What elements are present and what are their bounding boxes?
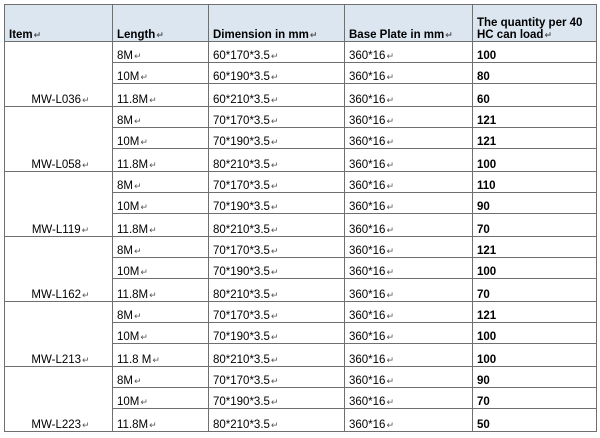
paragraph-mark-icon: ↵ — [270, 290, 279, 300]
length-value: 8M — [117, 375, 133, 387]
paragraph-mark-icon: ↵ — [445, 30, 453, 40]
quantity-cell — [473, 149, 597, 172]
quantity-cell — [473, 302, 597, 323]
paragraph-mark-icon: ↵ — [270, 397, 279, 407]
quantity-cell — [473, 388, 597, 409]
length-cell — [113, 367, 209, 388]
header-dimension — [209, 5, 345, 42]
item-cell — [5, 42, 113, 107]
paragraph-mark-icon: ↵ — [386, 332, 395, 342]
paragraph-mark-icon: ↵ — [386, 267, 395, 277]
quantity-cell — [473, 214, 597, 237]
item-code: MW-L162 — [31, 289, 82, 301]
base-plate-cell — [345, 172, 473, 193]
dimension-cell — [209, 258, 345, 279]
base-plate-value: 360*16 — [349, 180, 386, 192]
spec-table-container — [4, 4, 596, 432]
paragraph-mark-icon: ↵ — [140, 397, 148, 407]
base-plate-cell — [345, 258, 473, 279]
quantity-value: 70 — [477, 224, 490, 236]
dimension-cell — [209, 172, 345, 193]
quantity-value: 100 — [477, 354, 497, 366]
length-cell — [113, 84, 209, 107]
length-cell — [113, 409, 209, 432]
quantity-value: 121 — [477, 245, 497, 257]
quantity-value: 90 — [477, 375, 490, 387]
header-base-plate-label: Base Plate in mm — [349, 29, 445, 41]
length-cell — [113, 172, 209, 193]
length-value: 11.8M — [117, 224, 149, 236]
paragraph-mark-icon: ↵ — [140, 332, 148, 342]
length-value: 10M — [117, 266, 140, 278]
paragraph-mark-icon: ↵ — [270, 332, 279, 342]
quantity-value: 121 — [477, 115, 497, 127]
dimension-cell — [209, 107, 345, 128]
base-plate-value: 360*16 — [349, 396, 386, 408]
quantity-value: 100 — [477, 50, 497, 62]
length-cell — [113, 149, 209, 172]
paragraph-mark-icon: ↵ — [270, 51, 279, 61]
quantity-cell — [473, 63, 597, 84]
quantity-cell — [473, 237, 597, 258]
paragraph-mark-icon: ↵ — [270, 116, 279, 126]
paragraph-mark-icon: ↵ — [140, 137, 148, 147]
length-value: 10M — [117, 71, 140, 83]
paragraph-mark-icon: ↵ — [270, 355, 279, 365]
paragraph-mark-icon: ↵ — [386, 181, 395, 191]
paragraph-mark-icon: ↵ — [270, 246, 279, 256]
paragraph-mark-icon: ↵ — [386, 160, 395, 170]
length-value: 11.8M — [117, 159, 149, 171]
base-plate-cell — [345, 107, 473, 128]
paragraph-mark-icon: ↵ — [33, 30, 42, 40]
dimension-value: 70*170*3.5 — [213, 115, 270, 127]
base-plate-cell — [345, 388, 473, 409]
paragraph-mark-icon: ↵ — [386, 72, 395, 82]
paragraph-mark-icon: ↵ — [386, 95, 395, 105]
paragraph-mark-icon: ↵ — [386, 311, 395, 321]
paragraph-mark-icon: ↵ — [386, 397, 395, 407]
length-cell — [113, 128, 209, 149]
dimension-cell — [209, 409, 345, 432]
dimension-value: 70*170*3.5 — [213, 375, 270, 387]
quantity-value: 70 — [477, 396, 490, 408]
paragraph-mark-icon: ↵ — [270, 137, 279, 147]
paragraph-mark-icon: ↵ — [386, 225, 395, 235]
dimension-value: 60*190*3.5 — [213, 71, 270, 83]
base-plate-value: 360*16 — [349, 159, 386, 171]
paragraph-mark-icon: ↵ — [270, 181, 279, 191]
table-row — [5, 237, 597, 258]
paragraph-mark-icon: ↵ — [386, 116, 395, 126]
paragraph-mark-icon: ↵ — [270, 95, 279, 105]
dimension-cell — [209, 214, 345, 237]
length-value: 11.8 M — [117, 354, 152, 366]
dimension-value: 60*170*3.5 — [213, 50, 270, 62]
dimension-cell — [209, 42, 345, 63]
length-value: 11.8M — [117, 289, 149, 301]
paragraph-mark-icon: ↵ — [386, 376, 395, 386]
dimension-value: 70*190*3.5 — [213, 331, 270, 343]
item-code: MW-L036 — [31, 94, 82, 106]
dimension-value: 80*210*3.5 — [213, 354, 270, 366]
base-plate-value: 360*16 — [349, 136, 386, 148]
length-cell — [113, 388, 209, 409]
length-value: 10M — [117, 396, 140, 408]
length-value: 11.8M — [117, 419, 149, 431]
paragraph-mark-icon: ↵ — [82, 355, 90, 365]
base-plate-cell — [345, 323, 473, 344]
header-base-plate — [345, 5, 473, 42]
quantity-value: 121 — [477, 136, 497, 148]
length-value: 10M — [117, 331, 140, 343]
quantity-value: 100 — [477, 331, 497, 343]
quantity-cell — [473, 409, 597, 432]
dimension-cell — [209, 63, 345, 84]
paragraph-mark-icon: ↵ — [270, 160, 279, 170]
paragraph-mark-icon: ↵ — [149, 420, 157, 430]
length-value: 10M — [117, 136, 140, 148]
quantity-cell — [473, 172, 597, 193]
length-value: 8M — [117, 180, 133, 192]
paragraph-mark-icon: ↵ — [270, 72, 279, 82]
base-plate-cell — [345, 344, 473, 367]
paragraph-mark-icon: ↵ — [544, 30, 553, 40]
length-cell — [113, 279, 209, 302]
item-cell — [5, 172, 113, 237]
quantity-cell — [473, 193, 597, 214]
paragraph-mark-icon: ↵ — [140, 72, 148, 82]
base-plate-cell — [345, 149, 473, 172]
table-row — [5, 107, 597, 128]
length-value: 10M — [117, 201, 140, 213]
paragraph-mark-icon: ↵ — [386, 246, 395, 256]
table-row — [5, 42, 597, 63]
dimension-value: 70*190*3.5 — [213, 266, 270, 278]
paragraph-mark-icon: ↵ — [133, 116, 142, 126]
length-cell — [113, 344, 209, 367]
paragraph-mark-icon: ↵ — [270, 225, 279, 235]
dimension-value: 70*190*3.5 — [213, 201, 270, 213]
base-plate-cell — [345, 193, 473, 214]
paragraph-mark-icon: ↵ — [81, 225, 90, 235]
table-body — [5, 42, 597, 432]
quantity-value: 121 — [477, 310, 497, 322]
paragraph-mark-icon: ↵ — [386, 137, 395, 147]
dimension-value: 70*170*3.5 — [213, 180, 270, 192]
item-code: MW-L119 — [31, 224, 81, 236]
dimension-value: 80*210*3.5 — [213, 419, 270, 431]
item-cell — [5, 107, 113, 172]
paragraph-mark-icon: ↵ — [133, 246, 142, 256]
dimension-value: 70*190*3.5 — [213, 136, 270, 148]
base-plate-value: 360*16 — [349, 245, 386, 257]
dimension-value: 80*210*3.5 — [213, 159, 270, 171]
dimension-cell — [209, 237, 345, 258]
base-plate-value: 360*16 — [349, 71, 386, 83]
paragraph-mark-icon: ↵ — [270, 202, 279, 212]
header-dimension-label: Dimension in mm — [213, 29, 309, 41]
paragraph-mark-icon: ↵ — [152, 355, 160, 365]
item-cell — [5, 302, 113, 367]
length-cell — [113, 63, 209, 84]
dimension-cell — [209, 128, 345, 149]
dimension-cell — [209, 344, 345, 367]
base-plate-cell — [345, 237, 473, 258]
product-spec-table — [4, 4, 597, 432]
paragraph-mark-icon: ↵ — [149, 95, 157, 105]
paragraph-mark-icon: ↵ — [386, 420, 395, 430]
length-cell — [113, 323, 209, 344]
base-plate-value: 360*16 — [349, 201, 386, 213]
quantity-cell — [473, 42, 597, 63]
base-plate-value: 360*16 — [349, 289, 386, 301]
length-cell — [113, 258, 209, 279]
dimension-cell — [209, 149, 345, 172]
dimension-value: 80*210*3.5 — [213, 224, 270, 236]
paragraph-mark-icon: ↵ — [149, 225, 157, 235]
header-quantity — [473, 5, 597, 42]
dimension-cell — [209, 279, 345, 302]
quantity-cell — [473, 84, 597, 107]
base-plate-value: 360*16 — [349, 310, 386, 322]
length-cell — [113, 302, 209, 323]
base-plate-value: 360*16 — [349, 50, 386, 62]
quantity-cell — [473, 258, 597, 279]
base-plate-cell — [345, 279, 473, 302]
quantity-value: 70 — [477, 289, 490, 301]
paragraph-mark-icon: ↵ — [386, 202, 395, 212]
header-length-label: Length — [117, 29, 156, 41]
base-plate-value: 360*16 — [349, 224, 386, 236]
quantity-value: 90 — [477, 201, 490, 213]
item-code: MW-L058 — [31, 159, 82, 171]
paragraph-mark-icon: ↵ — [149, 160, 157, 170]
dimension-cell — [209, 302, 345, 323]
base-plate-cell — [345, 367, 473, 388]
length-cell — [113, 193, 209, 214]
paragraph-mark-icon: ↵ — [386, 51, 395, 61]
base-plate-cell — [345, 63, 473, 84]
dimension-cell — [209, 84, 345, 107]
item-code: MW-L213 — [31, 354, 82, 366]
base-plate-cell — [345, 302, 473, 323]
base-plate-value: 360*16 — [349, 115, 386, 127]
base-plate-value: 360*16 — [349, 94, 386, 106]
item-cell — [5, 237, 113, 302]
quantity-value: 100 — [477, 159, 497, 171]
paragraph-mark-icon: ↵ — [140, 202, 148, 212]
table-row — [5, 172, 597, 193]
base-plate-cell — [345, 84, 473, 107]
length-cell — [113, 214, 209, 237]
dimension-value: 60*210*3.5 — [213, 94, 270, 106]
length-cell — [113, 107, 209, 128]
paragraph-mark-icon: ↵ — [149, 290, 157, 300]
base-plate-value: 360*16 — [349, 419, 386, 431]
header-length — [113, 5, 209, 42]
paragraph-mark-icon: ↵ — [270, 311, 279, 321]
paragraph-mark-icon: ↵ — [270, 267, 279, 277]
length-value: 8M — [117, 115, 133, 127]
base-plate-cell — [345, 42, 473, 63]
paragraph-mark-icon: ↵ — [82, 290, 90, 300]
quantity-value: 80 — [477, 71, 490, 83]
quantity-value: 60 — [477, 94, 490, 106]
dimension-cell — [209, 367, 345, 388]
dimension-cell — [209, 323, 345, 344]
quantity-cell — [473, 107, 597, 128]
quantity-cell — [473, 323, 597, 344]
item-code: MW-L223 — [31, 419, 82, 431]
length-value: 8M — [117, 310, 133, 322]
quantity-cell — [473, 367, 597, 388]
header-row — [5, 5, 597, 42]
base-plate-value: 360*16 — [349, 266, 386, 278]
base-plate-cell — [345, 214, 473, 237]
paragraph-mark-icon: ↵ — [156, 30, 164, 40]
length-value: 8M — [117, 245, 133, 257]
dimension-cell — [209, 388, 345, 409]
length-value: 11.8M — [117, 94, 149, 106]
paragraph-mark-icon: ↵ — [309, 30, 318, 40]
dimension-value: 80*210*3.5 — [213, 289, 270, 301]
table-row — [5, 302, 597, 323]
header-item — [5, 5, 113, 42]
header-quantity-label: The quantity per 40 HC can load — [477, 17, 583, 41]
dimension-cell — [209, 193, 345, 214]
paragraph-mark-icon: ↵ — [133, 181, 142, 191]
base-plate-cell — [345, 128, 473, 149]
quantity-value: 110 — [477, 180, 496, 192]
paragraph-mark-icon: ↵ — [140, 267, 148, 277]
length-value: 8M — [117, 50, 133, 62]
length-cell — [113, 42, 209, 63]
quantity-value: 50 — [477, 419, 490, 431]
base-plate-value: 360*16 — [349, 375, 386, 387]
length-cell — [113, 237, 209, 258]
paragraph-mark-icon: ↵ — [270, 376, 279, 386]
paragraph-mark-icon: ↵ — [82, 95, 90, 105]
paragraph-mark-icon: ↵ — [82, 160, 90, 170]
dimension-value: 70*190*3.5 — [213, 396, 270, 408]
base-plate-value: 360*16 — [349, 331, 386, 343]
paragraph-mark-icon: ↵ — [133, 51, 142, 61]
dimension-value: 70*170*3.5 — [213, 245, 270, 257]
quantity-cell — [473, 128, 597, 149]
paragraph-mark-icon: ↵ — [386, 290, 395, 300]
paragraph-mark-icon: ↵ — [82, 420, 90, 430]
paragraph-mark-icon: ↵ — [133, 311, 142, 321]
dimension-value: 70*170*3.5 — [213, 310, 270, 322]
table-row — [5, 367, 597, 388]
item-cell — [5, 367, 113, 432]
quantity-cell — [473, 344, 597, 367]
base-plate-cell — [345, 409, 473, 432]
paragraph-mark-icon: ↵ — [386, 355, 395, 365]
base-plate-value: 360*16 — [349, 354, 386, 366]
header-item-label: Item — [9, 29, 33, 41]
quantity-cell — [473, 279, 597, 302]
paragraph-mark-icon: ↵ — [270, 420, 279, 430]
quantity-value: 100 — [477, 266, 497, 278]
paragraph-mark-icon: ↵ — [133, 376, 142, 386]
